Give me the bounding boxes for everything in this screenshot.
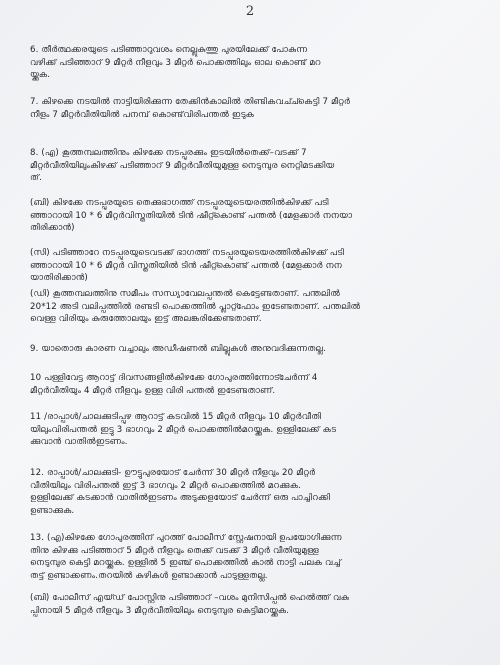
- text-line: ത്.: [30, 173, 43, 184]
- text-line: 20*12 അടി വലിപ്പത്തിൽ രണ്ടടി പൊക്കത്തിൽ പ്ലാറ്റ്ഫോം ഇടേണ്ടതാണ്. പന്തലിൽ: [30, 301, 361, 312]
- paragraph-8b: [30, 197, 474, 235]
- paragraph-8a: [30, 147, 474, 185]
- text-line: വഴിക്ക് പടിഞ്ഞാറ് 9 മീറ്റർ നീളവും 3 മീറ്റർ പൊക്കത്തിലും ഓല കൊണ്ട് മറ: [30, 57, 321, 68]
- text-line: ക്കുവാൻ വാതിൽഇടണം.: [30, 437, 128, 448]
- text-line: യാതിരിക്കാൻ): [30, 273, 88, 284]
- text-line: തിനു കിഴക്കു പടിഞ്ഞാറ് 5 മീറ്റർ നീളവും തെക്ക് വടക്ക് 3 മീറ്റർ വീതിയുമുള്ള: [30, 545, 319, 556]
- text-line: വീതിയിലും വിരിപന്തൽ ഇട്ട് 3 ഭാഗവും 2 മീറ്റർ പൊക്കത്തിൽ മറക്കുക.: [30, 480, 302, 491]
- text-line: (ബി) കിഴക്കേ നടപ്പുരയുടെ തെക്കുഭാഗത്ത് നടപ്പുരയുടെയരത്തിൽകിഴക്ക് പടി: [30, 198, 329, 208]
- text-line: ഉണ്ടാക്കുക.: [30, 505, 75, 516]
- text-line: 11 /രാപ്പാൾ/ചാലക്കുടിപ്പുഴ ആറാട്ട് കടവിൽ 15 മീറ്റർ നീളവും 10 മീറ്റർവീതി: [30, 412, 322, 422]
- text-line: (ബി) പോലീസ് എയ്ഡ് പോസ്റ്റിനു പടിഞ്ഞാറ് –വശം മുനിസിപ്പൽ ഹെൽത്ത് വകു: [30, 593, 349, 603]
- text-line: നെടുമ്പുര കെട്ടി മറയ്ക്കുക. ഉള്ളിൽ 5 ഇഞ്ച് പൊക്കത്തിൽ കാൽ നാട്ടി പലക വച്ച്: [30, 558, 341, 569]
- text-line: മീറ്റർവീതിയിലുംകിഴക്ക് പടിഞ്ഞാറ് 9 മീറ്റർവീതിയുമുള്ള നെടുമ്പുര നെറ്റിമടക്കിയ: [30, 160, 335, 171]
- paragraph-13a: [30, 532, 474, 582]
- text-line: 12. രാപ്പാൾ/ചാലക്കുടി- ഊട്ടുപുരയോട് ചേർന്ന് 30 മീറ്റർ നീളവും 20 മീറ്റർ: [30, 468, 316, 478]
- text-line: 10 പള്ളിവേട്ട ആറാട്ട് ദിവസങ്ങളിൽകിഴക്കേ ഗോപുരത്തിന്നോട്ചേർന്ന് 4: [30, 373, 318, 383]
- paragraph-8d: [30, 288, 474, 326]
- text-line: തട്ട് ഉണ്ടാക്കണം.തറയിൽ കുഴികൾ ഉണ്ടാക്കാൻ പാടുള്ളതല്ല.: [30, 570, 268, 581]
- text-line: ഞ്ഞാറായി 10 * 6 മീറ്റർവിസ്തൃതിയിൽ ടിൻ ഷീറ്റ്കൊണ്ട് പന്തൽ (മേളക്കാർ നനയാ: [30, 210, 353, 221]
- text-line: 8. (എ) കൂത്തമ്പലത്തിനും കിഴക്കേ നടപ്പുരക്കും ഇടയിൽതെക്ക്–വടക്ക് 7: [30, 148, 307, 158]
- text-line: 9. യാതൊരു കാരണ വച്ചാലും അഡീഷണൽ ബില്ലുകൾ അനുവദിക്കുന്നതല്ല.: [30, 344, 326, 354]
- paragraph-11: [30, 411, 474, 449]
- text-line: (ഡി) കൂത്തമ്പലത്തിനു സമീപം സന്ധ്യാവേലപ്പന്തൽ കെട്ടേണ്ടതാണ്. പന്തലിൽ: [30, 289, 341, 299]
- text-line: തിരിക്കാൻ): [30, 223, 75, 234]
- paragraph-8c: [30, 247, 474, 285]
- text-line: 6. തീർത്ഥക്കരയുടെ പടിഞ്ഞാറുവശം നെല്ലുകുത്തു പുരയിലേക്ക് പോകുന്ന: [30, 45, 308, 55]
- paragraph-13b: [30, 592, 474, 617]
- text-line: 7. കിഴക്കെ നടയിൽ നാട്ടിയിരിക്കുന്ന തേക്കിൻകാലിൽ തിണ്ടികവച്ച്കെട്ടി 7 മീറ്റർ: [30, 97, 351, 107]
- text-line: യിലുംവിരിപന്തൽ ഇട്ടു 3 ഭാഗവും 2 മീറ്റർ പൊക്കത്തിൽമറയ്ക്കുക. ഉള്ളിലേക്ക് കട: [30, 424, 337, 435]
- text-line: ഉള്ളിലേക്ക് കടക്കാൻ വാതിൽഇടണം അടുക്കളയോട് ചേർന്ന് ഒരു പാച്ചിറക്കി: [30, 493, 331, 504]
- paragraph-7: [30, 96, 474, 121]
- text-line: മീറ്റർവീതിയും 4 മീറ്റർ നീളവും ഉള്ള വിരി പന്തൽ ഇടേണ്ടതാണ്.: [30, 385, 276, 396]
- paragraph-10: [30, 372, 474, 397]
- page-number: 2: [245, 4, 255, 19]
- text-line: പ്പിനായി 5 മീറ്റർ നീളവും 3 മീറ്റർവീതിയിലും നെടുമ്പുര കെട്ടിമറയ്ക്കുക.: [30, 605, 290, 616]
- text-line: 13. (എ)കിഴക്കേ ഗോപുരത്തിന് പുറത്ത് പോലീസ് സ്റ്റേഷനായി ഉപയോഗിക്കുന്ന: [30, 533, 342, 543]
- text-line: നീളം 7 മീറ്റർവീതിയിൽ പനമ്പ് കൊണ്ട്‌വിരിപന്തൽ ഇടുക: [30, 109, 255, 120]
- paragraph-9: [30, 343, 474, 356]
- paragraph-6: [30, 44, 474, 82]
- text-line: (സി) പടിഞ്ഞാറേ നടപ്പുരയുടെവടക്ക് ഭാഗത്ത് നടപ്പുരയുടെയരത്തിൽകിഴക്ക് പടി: [30, 248, 344, 258]
- text-line: യ്ക്കുക.: [30, 70, 51, 81]
- text-line: ഞ്ഞാറായി 10 * 6 മീറ്റർ വിസ്തൃതിയിൽ ടിൻ ഷീറ്റ്കൊണ്ട് പന്തൽ (മേളക്കാർ നന: [30, 260, 342, 271]
- text-line: വെള്ള വിരിയും കുരുത്തോലയും ഇട്ട് അലങ്കരിക്കേണ്ടതാണ്.: [30, 314, 262, 325]
- paragraph-12: [30, 467, 474, 517]
